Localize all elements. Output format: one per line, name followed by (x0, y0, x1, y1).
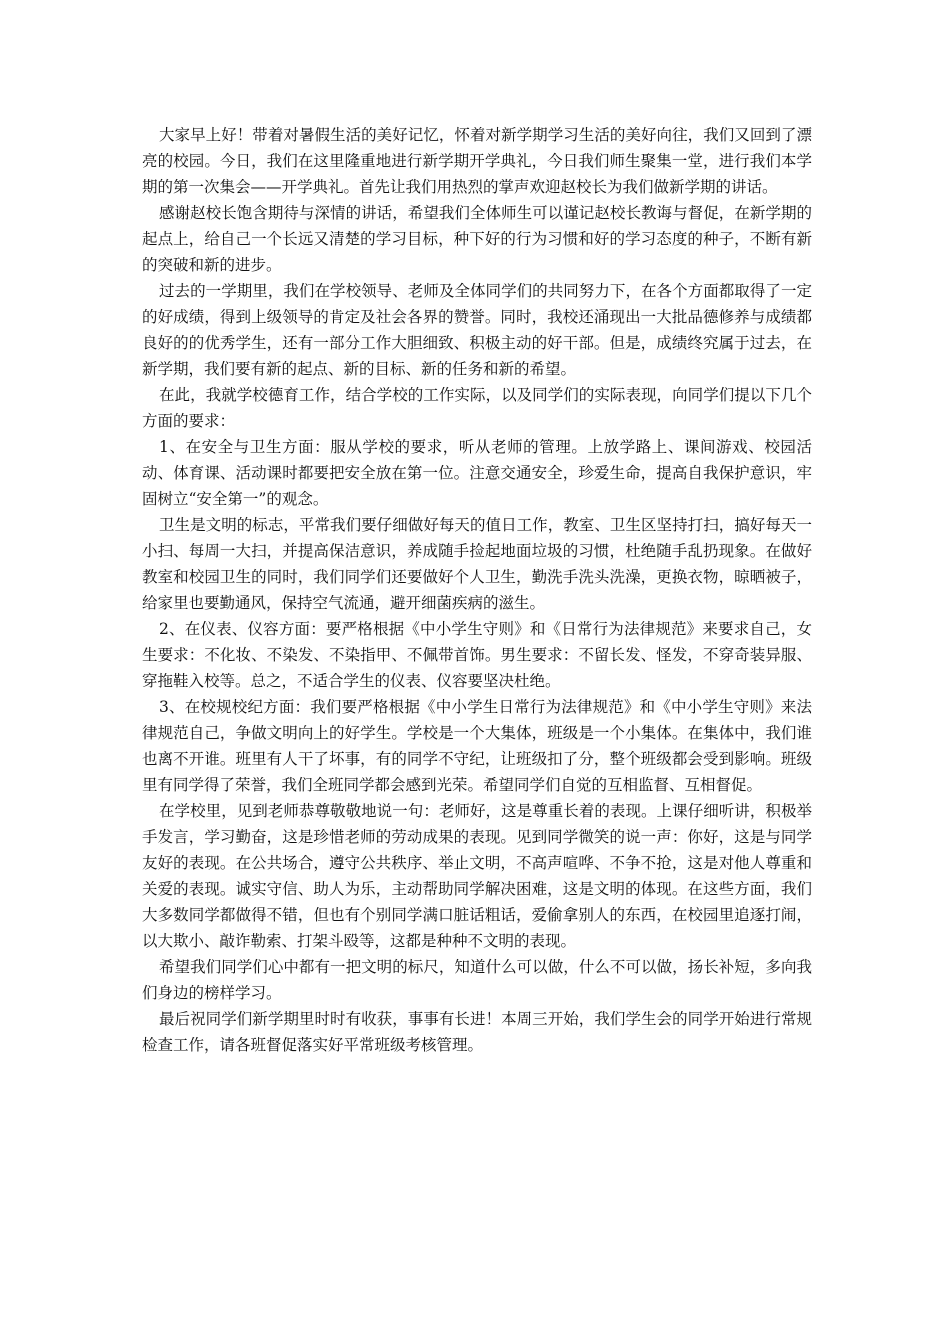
paragraph-requirements-intro: 在此，我就学校德育工作，结合学校的工作实际，以及同学们的实际表现，向同学们提以下几个方面的要求： (142, 386, 812, 430)
paragraph-safety: 1、在安全与卫生方面：服从学校的要求，听从老师的管理。上放学路上、课间游戏、校园活动、体育课、活动课时都要把安全放在第一位。注意交通安全，珍爱生命，提高自我保护意识，牢固树立“安全第一”的观念。 (142, 438, 812, 508)
paragraph-civility: 在学校里，见到老师恭尊敬敬地说一句：老师好，这是尊重长着的表现。上课仔细听讲，积极举手发言，学习勤奋，这是珍惜老师的劳动成果的表现。见到同学微笑的说一声：你好，这是与同学友好的表现。在公共场合，遵守公共秩序、举止文明，不高声喧哗、不争不抢，这是对他人尊重和关爱的表现。诚实守信、助人为乐，主动帮助同学解决困难，这是文明的体现。在这些方面，我们大多数同学都做得不错，但也有个别同学满口脏话粗话，爱偷拿别人的东西，在校园里追逐打闹，以大欺小、敲诈勒索、打架斗殴等，这都是种种不文明的表现。 (142, 802, 812, 950)
paragraph-appearance: 2、在仪表、仪容方面：要严格根据《中小学生守则》和《日常行为法律规范》来要求自己，女生要求：不化妆、不染发、不染指甲、不佩带首饰。男生要求：不留长发、怪发，不穿奇装异服、穿拖鞋入校等。总之，不适合学生的仪表、仪容要坚决杜绝。 (142, 620, 812, 690)
paragraph-closing: 最后祝同学们新学期里时时有收获，事事有长进！本周三开始，我们学生会的同学开始进行常规检查工作，请各班督促落实好平常班级考核管理。 (142, 1010, 812, 1054)
paragraph-role-models: 希望我们同学们心中都有一把文明的标尺，知道什么可以做，什么不可以做，扬长补短，多向我们身边的榜样学习。 (142, 958, 812, 1002)
paragraph-greeting: 大家早上好！带着对暑假生活的美好记忆，怀着对新学期学习生活的美好向往，我们又回到了漂亮的校园。今日，我们在这里隆重地进行新学期开学典礼，今日我们师生聚集一堂，进行我们本学期的第一次集会——开学典礼。首先让我们用热烈的掌声欢迎赵校长为我们做新学期的讲话。 (142, 126, 812, 196)
paragraph-hygiene: 卫生是文明的标志，平常我们要仔细做好每天的值日工作，教室、卫生区坚持打扫，搞好每天一小扫、每周一大扫，并提高保洁意识，养成随手捡起地面垃圾的习惯，杜绝随手乱扔现象。在做好教室和校园卫生的同时，我们同学们还要做好个人卫生，勤洗手洗头洗澡，更换衣物，晾晒被子，给家里也要勤通风，保持空气流通，避开细菌疾病的滋生。 (142, 516, 812, 612)
document-body (142, 122, 812, 1058)
paragraph-discipline: 3、在校规校纪方面：我们要严格根据《中小学生日常行为法律规范》和《中小学生守则》来法律规范自己，争做文明向上的好学生。学校是一个大集体，班级是一个小集体。在集体中，我们谁也离不开谁。班里有人干了坏事，有的同学不守纪，让班级扣了分，整个班级都会受到影响。班级里有同学得了荣誉，我们全班同学都会感到光荣。希望同学们自觉的互相监督、互相督促。 (142, 698, 812, 794)
paragraph-past-semester: 过去的一学期里，我们在学校领导、老师及全体同学们的共同努力下，在各个方面都取得了一定的好成绩，得到上级领导的肯定及社会各界的赞誉。同时，我校还涌现出一大批品德修养与成绩都良好的的优秀学生，还有一部分工作大胆细致、积极主动的好干部。但是，成绩终究属于过去，在新学期，我们要有新的起点、新的目标、新的任务和新的希望。 (142, 282, 812, 378)
paragraph-thanks: 感谢赵校长饱含期待与深情的讲话，希望我们全体师生可以谨记赵校长教诲与督促，在新学期的起点上，给自己一个长远又清楚的学习目标，种下好的行为习惯和好的学习态度的种子，不断有新的突破和新的进步。 (142, 204, 812, 274)
